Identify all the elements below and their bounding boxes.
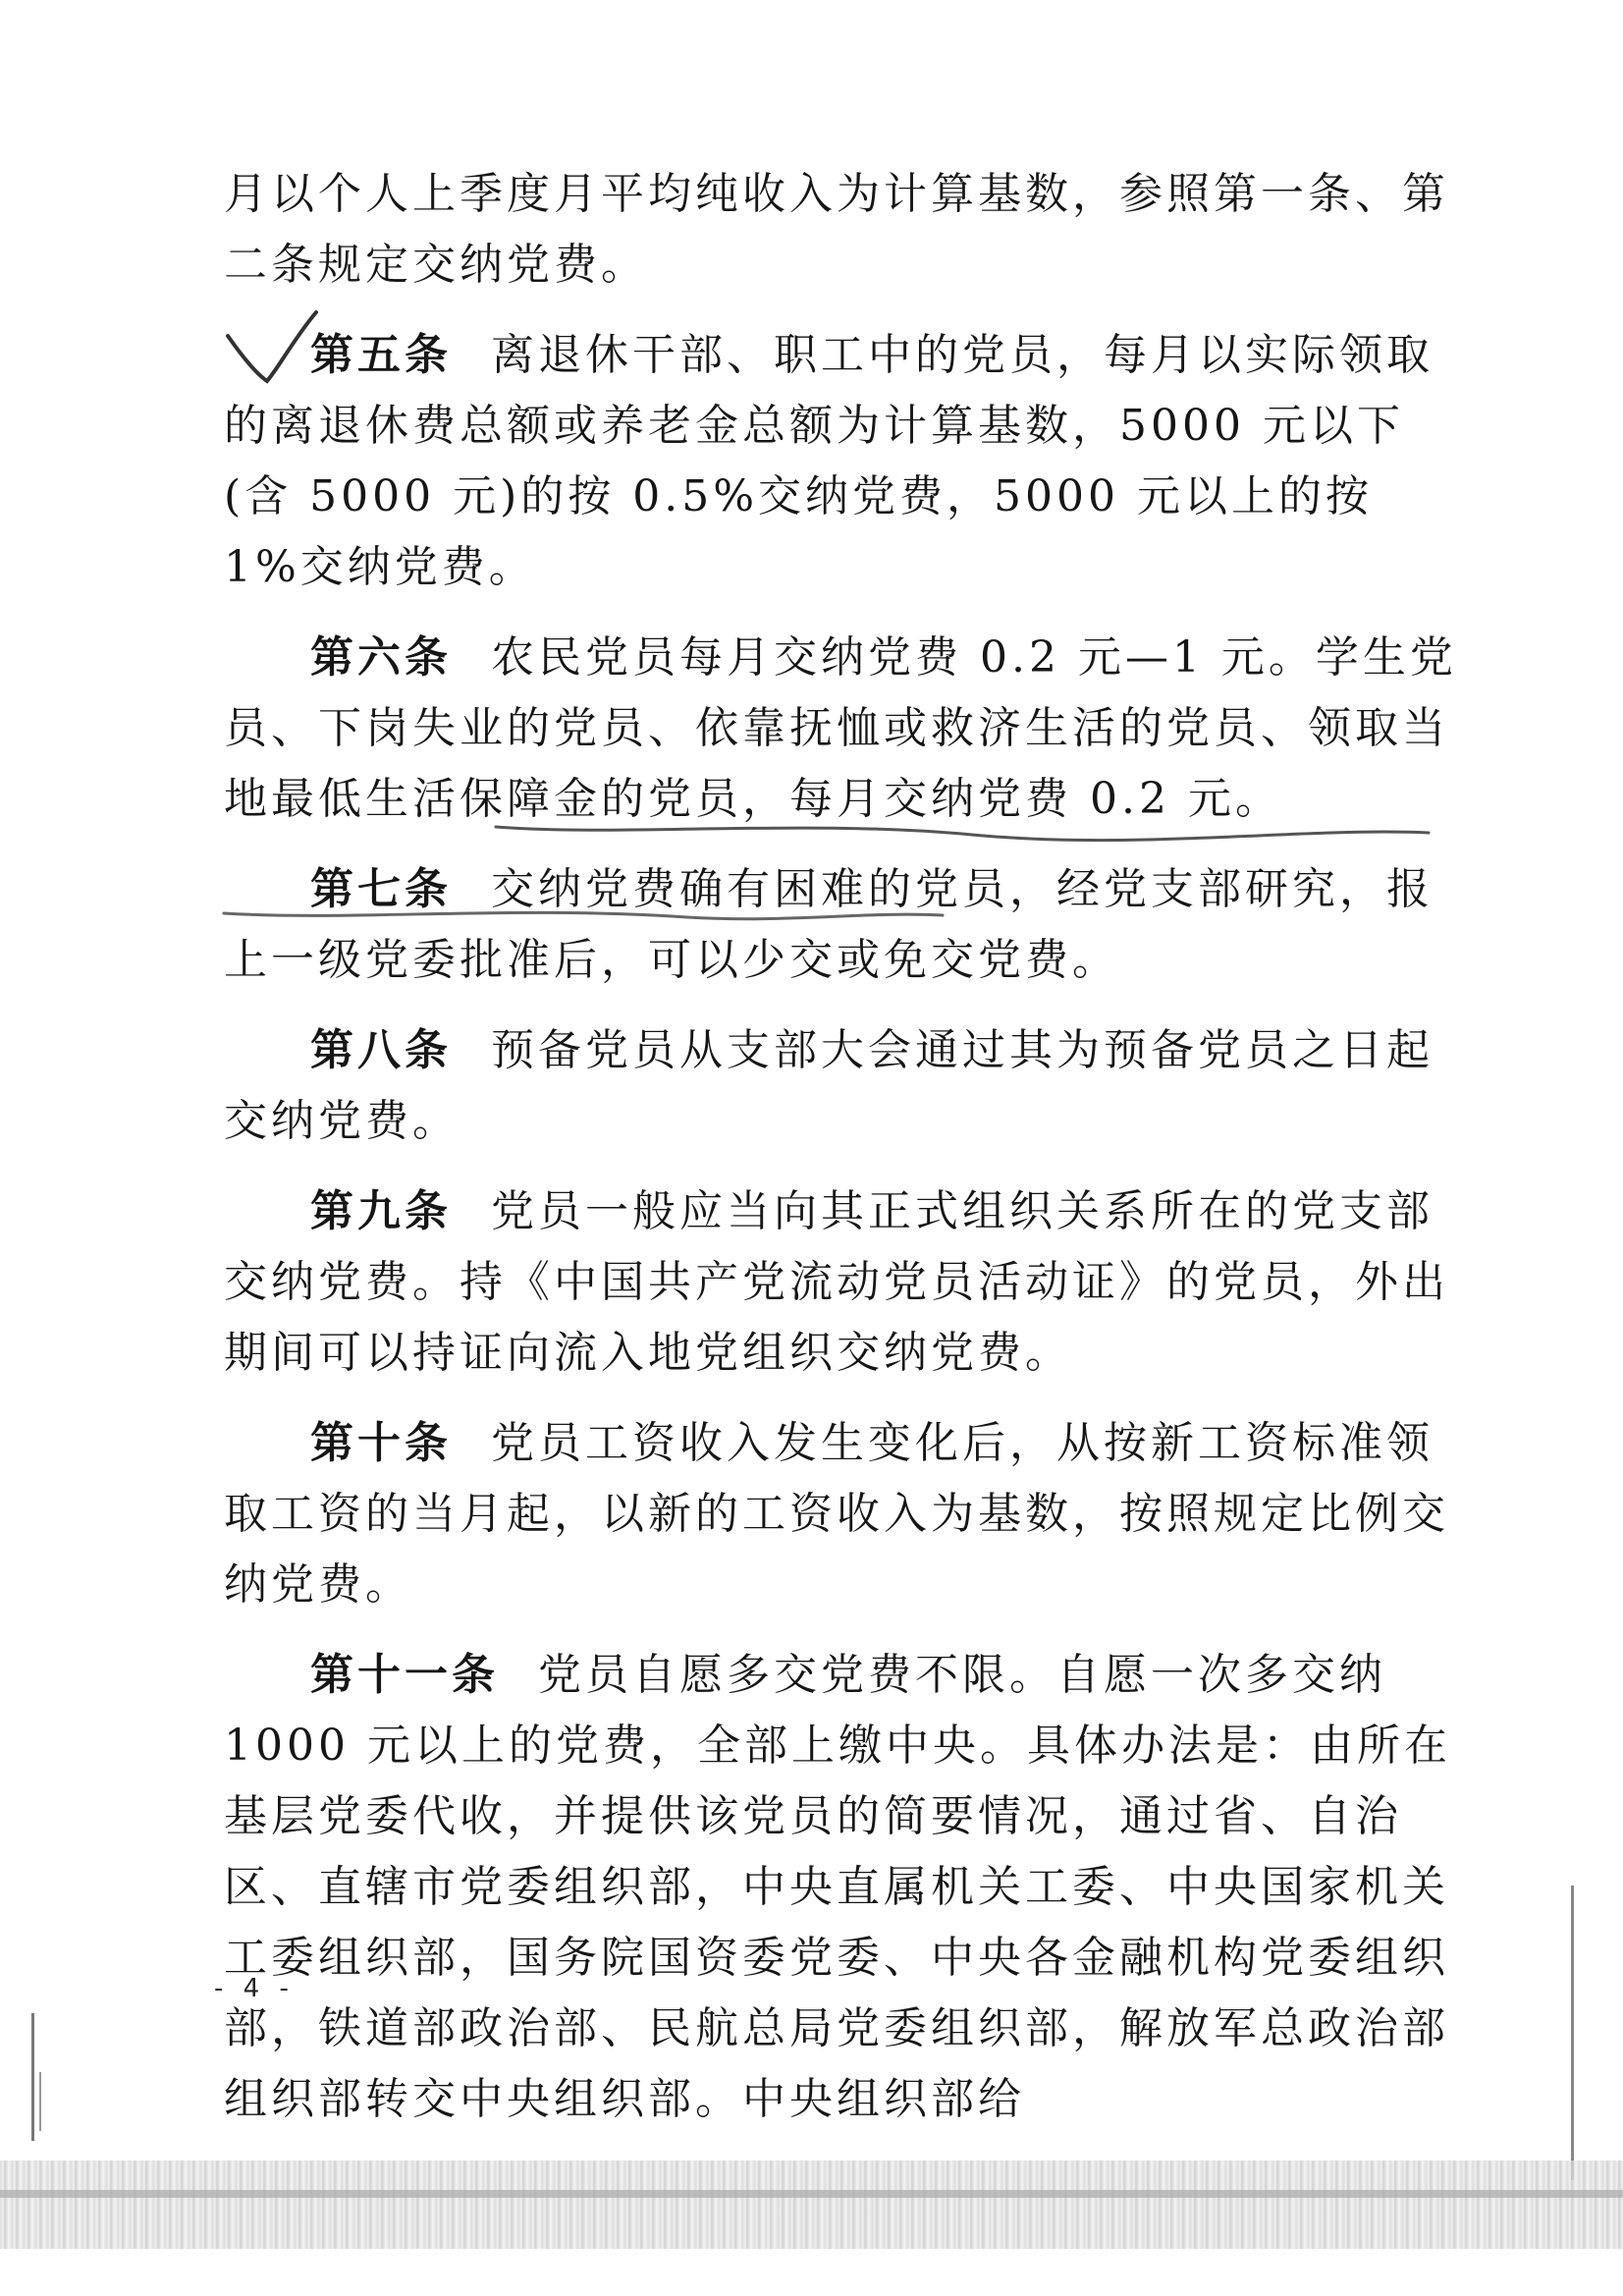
article-heading: 第九条 <box>310 1186 452 1236</box>
scan-artifact <box>31 2013 34 2141</box>
article-7 <box>224 854 1463 996</box>
article-heading: 第七条 <box>310 864 452 914</box>
scan-artifact <box>1571 1886 1574 2180</box>
article-text: 交纳党费确有困难的党员，经党支部研究，报上一级党委批准后，可以少交或免交党费。 <box>224 864 1434 985</box>
article-heading: 第五条 <box>310 330 452 380</box>
page-number: - 4 - <box>214 1974 295 2003</box>
document-body <box>224 159 1463 2155</box>
paragraph-continued <box>224 159 1463 301</box>
article-6 <box>224 623 1463 835</box>
article-5 <box>224 320 1463 603</box>
scan-edge-line <box>0 2190 1623 2198</box>
paragraph-text: 月以个人上季度月平均纯收入为计算基数，参照第一条、第二条规定交纳党费。 <box>224 169 1449 290</box>
article-heading: 第十一条 <box>310 1650 499 1700</box>
article-text: 党员工资收入发生变化后，从按新工资标准领取工资的当月起，以新的工资收入为基数，按照规定比例交纳党费。 <box>224 1418 1449 1610</box>
article-10 <box>224 1408 1463 1620</box>
article-9 <box>224 1176 1463 1389</box>
scan-edge <box>0 2160 1623 2249</box>
article-text: 预备党员从支部大会通过其为预备党员之日起交纳党费。 <box>224 1025 1434 1146</box>
scan-artifact <box>39 2072 41 2131</box>
article-11 <box>224 1640 1463 2135</box>
article-text: 离退休干部、职工中的党员，每月以实际领取的离退休费总额或养老金总额为计算基数，5000 元以下(含 5000 元)的按 0.5%交纳党费，5000 元以上的按 1%交纳党费。 <box>224 330 1434 592</box>
article-8 <box>224 1015 1463 1157</box>
article-text: 农民党员每月交纳党费 0.2 元—1 元。学生党员、下岗失业的党员、依靠抚恤或救济生活的党员、领取当地最低生活保障金的党员，每月交纳党费 0.2 元。 <box>224 632 1457 824</box>
article-text: 党员一般应当向其正式组织关系所在的党支部交纳党费。持《中国共产党流动党员活动证》的党员，外出期间可以持证向流入地党组织交纳党费。 <box>224 1186 1449 1378</box>
article-heading: 第六条 <box>310 632 452 683</box>
article-text: 党员自愿多交党费不限。自愿一次多交纳 1000 元以上的党费，全部上缴中央。具体办法是：由所在基层党委代收，并提供该党员的简要情况，通过省、自治区、直辖市党委组织部，中央直属机关工委、中央国家机关工委组织部，国务院国资委党委、中央各金融机构党委组织部，铁道部政治部、民航总局党委组织部，解放军总政治部组织部转交中央组织部。中央组织部给 <box>224 1650 1451 2124</box>
article-heading: 第八条 <box>310 1025 452 1075</box>
article-heading: 第十条 <box>310 1418 452 1468</box>
